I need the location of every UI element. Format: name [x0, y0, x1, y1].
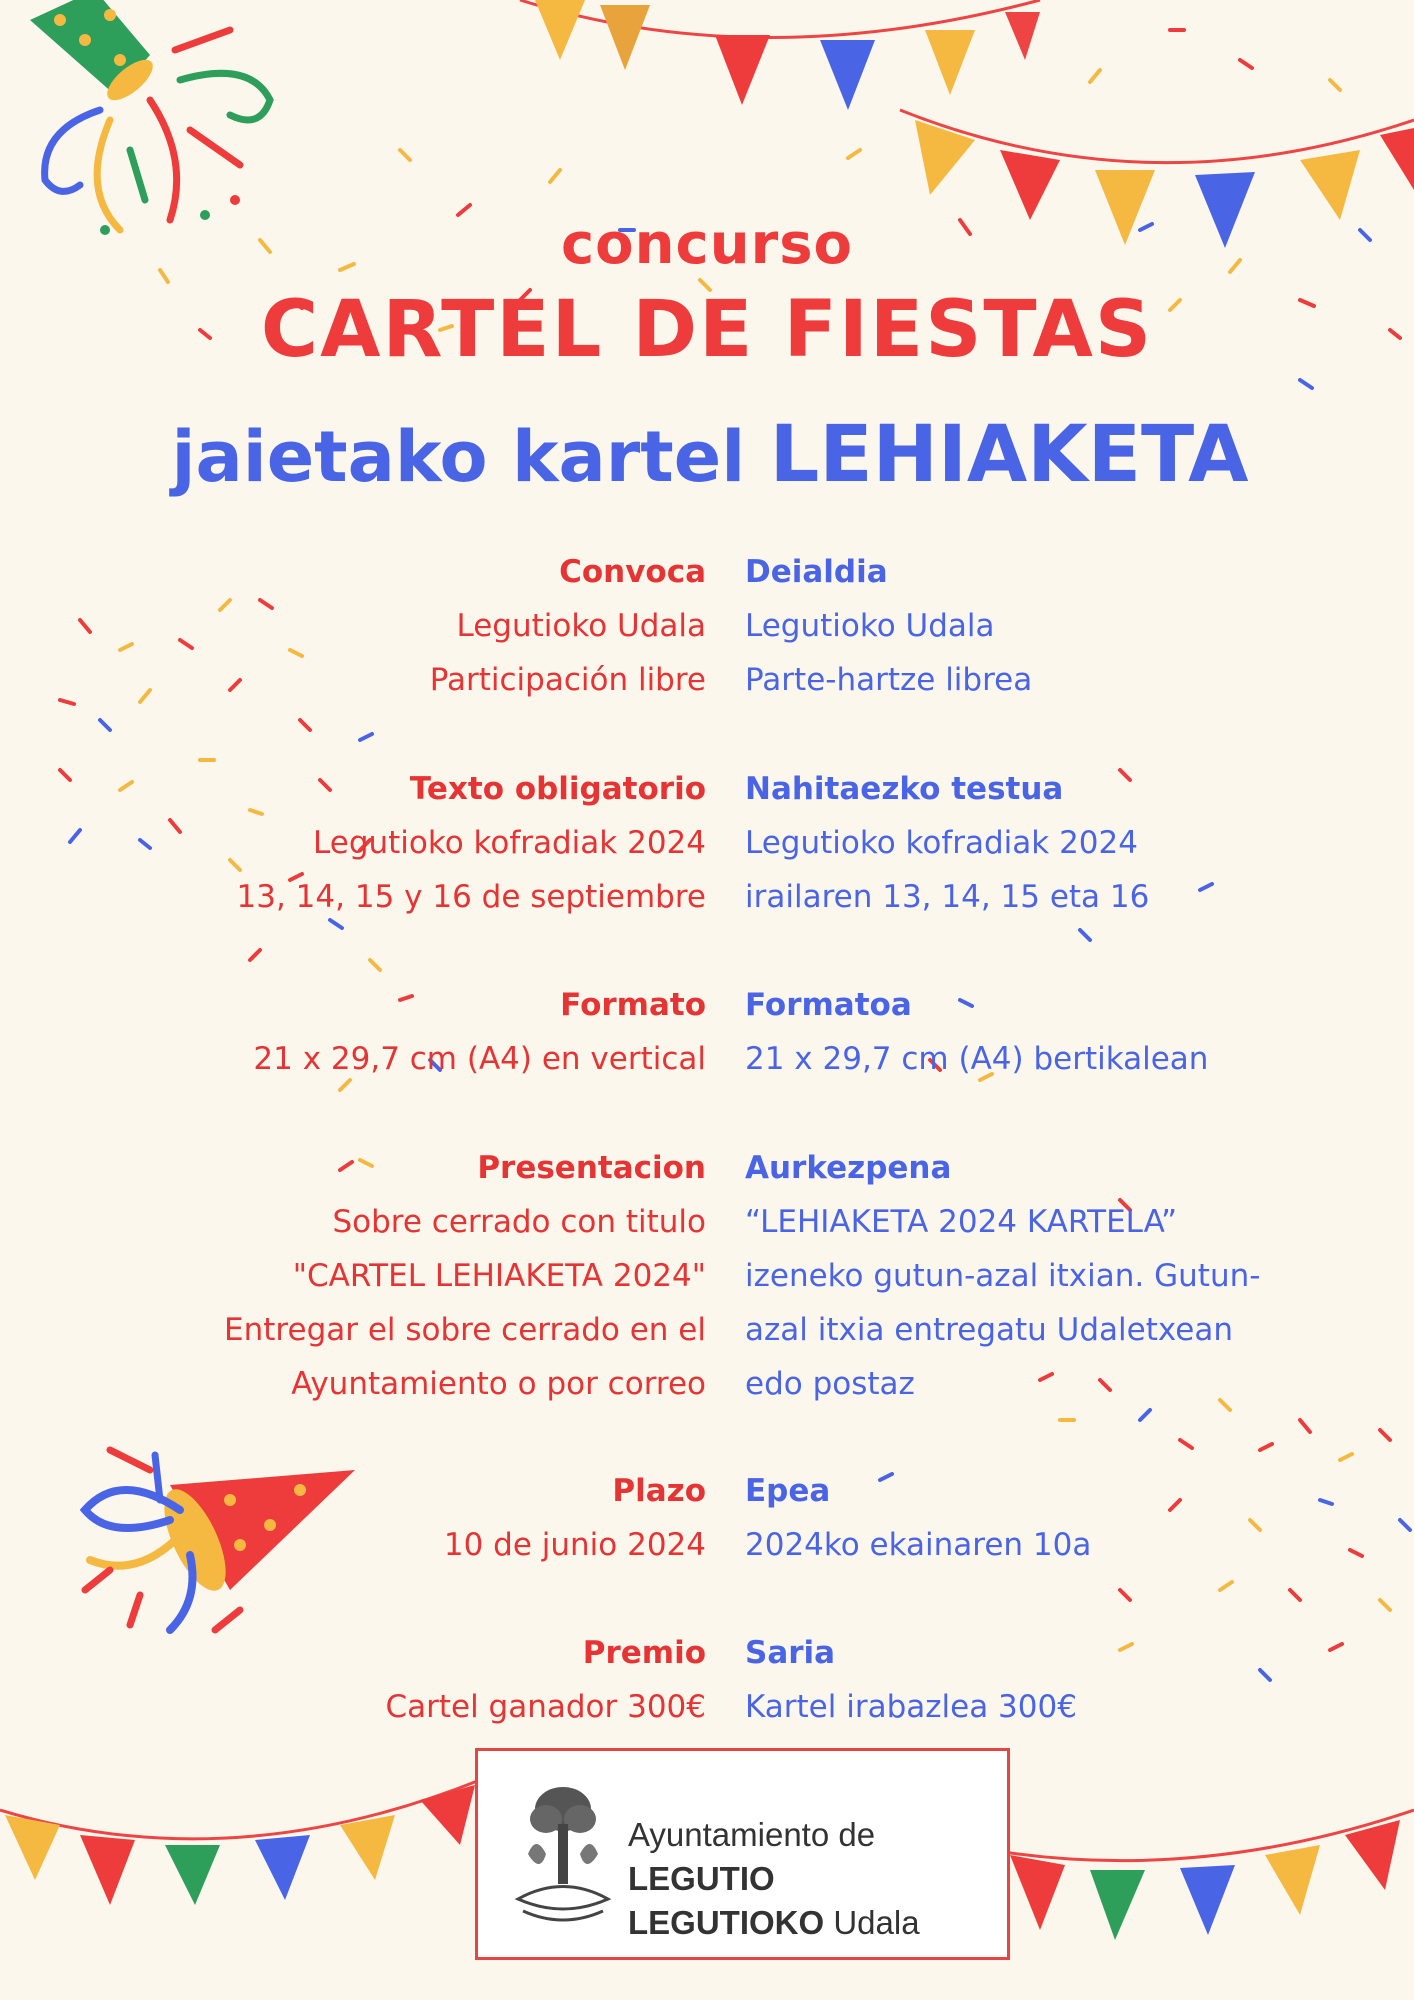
section-convoca-es [86, 545, 706, 707]
section-heading-eu: Deialdia [745, 554, 888, 590]
section-formato-es [86, 978, 706, 1086]
title-lehiaketa-part1: jaietako kartel [171, 416, 746, 498]
section-line-eu: Parte-hartze librea [745, 662, 1033, 698]
section-heading-es: Texto obligatorio [409, 771, 706, 807]
section-line-es: 13, 14, 15 y 16 de septiembre [236, 879, 706, 915]
bunting-bottom-left-icon [0, 1780, 480, 1905]
section-premio-es [86, 1626, 706, 1734]
section-line-eu: irailaren 13, 14, 15 eta 16 [745, 879, 1150, 915]
section-line-es: 21 x 29,7 cm (A4) en vertical [253, 1041, 706, 1077]
section-line-es: Entregar el sobre cerrado en el [224, 1312, 706, 1348]
section-heading-eu: Epea [745, 1473, 831, 1509]
section-plazo-es [86, 1464, 706, 1572]
logo-line-1-regular: Ayuntamiento de [628, 1816, 876, 1853]
title-lehiaketa [60, 410, 1360, 500]
section-line-es: "CARTEL LEHIAKETA 2024" [292, 1258, 706, 1294]
section-line-es: Sobre cerrado con titulo [332, 1204, 706, 1240]
section-heading-eu: Aurkezpena [745, 1150, 952, 1186]
logo-line-2 [628, 1901, 1007, 1945]
section-line-eu: Kartel irabazlea 300€ [745, 1689, 1077, 1725]
section-line-eu: azal itxia entregatu Udaletxean [745, 1312, 1233, 1348]
section-line-es: Legutioko kofradiak 2024 [313, 825, 706, 861]
section-line-es: 10 de junio 2024 [443, 1527, 706, 1563]
section-line-eu: “LEHIAKETA 2024 KARTELA” [745, 1204, 1178, 1240]
section-presentacion-es [86, 1141, 706, 1411]
title-lehiaketa-part2: LEHIAKETA [769, 410, 1249, 500]
section-line-eu: edo postaz [745, 1366, 915, 1402]
section-line-eu: Legutioko kofradiak 2024 [745, 825, 1138, 861]
logo-line-1-bold: LEGUTIO [628, 1860, 775, 1897]
section-heading-es: Plazo [612, 1473, 706, 1509]
section-heading-es: Premio [582, 1635, 706, 1671]
section-heading-es: Presentacion [477, 1150, 706, 1186]
party-popper-icon [30, 0, 270, 235]
section-texto-es [86, 762, 706, 924]
section-line-eu: izeneko gutun-azal itxian. Gutun- [745, 1258, 1261, 1294]
section-line-eu: 2024ko ekainaren 10a [745, 1527, 1092, 1563]
logo-line-1 [628, 1813, 1007, 1901]
title-concurso: concurso [560, 212, 854, 277]
logo-line-2-regular: Udala [833, 1904, 920, 1941]
section-line-es: Cartel ganador 300€ [385, 1689, 706, 1725]
section-heading-es: Convoca [559, 554, 706, 590]
section-heading-es: Formato [560, 987, 706, 1023]
section-heading-eu: Nahitaezko testua [745, 771, 1064, 807]
section-formato-eu [745, 978, 1385, 1086]
section-presentacion-eu [745, 1141, 1385, 1411]
section-heading-eu: Saria [745, 1635, 836, 1671]
section-texto-eu [745, 762, 1385, 924]
section-line-es: Ayuntamiento o por correo [291, 1366, 706, 1402]
section-heading-eu: Formatoa [745, 987, 912, 1023]
logo-text [628, 1813, 1007, 1945]
section-line-eu: 21 x 29,7 cm (A4) bertikalean [745, 1041, 1209, 1077]
section-convoca-eu [745, 545, 1385, 707]
municipality-logo [475, 1748, 1010, 1960]
section-plazo-eu [745, 1464, 1385, 1572]
coat-of-arms-icon [508, 1779, 618, 1929]
logo-line-2-bold: LEGUTIOKO [628, 1904, 825, 1941]
section-line-eu: Legutioko Udala [745, 608, 995, 644]
title-cartel-de-fiestas: CARTEL DE FIESTAS [260, 285, 1154, 375]
section-line-es: Participación libre [429, 662, 706, 698]
section-premio-eu [745, 1626, 1385, 1734]
section-line-es: Legutioko Udala [456, 608, 706, 644]
bunting-top-icon [520, 0, 1040, 110]
